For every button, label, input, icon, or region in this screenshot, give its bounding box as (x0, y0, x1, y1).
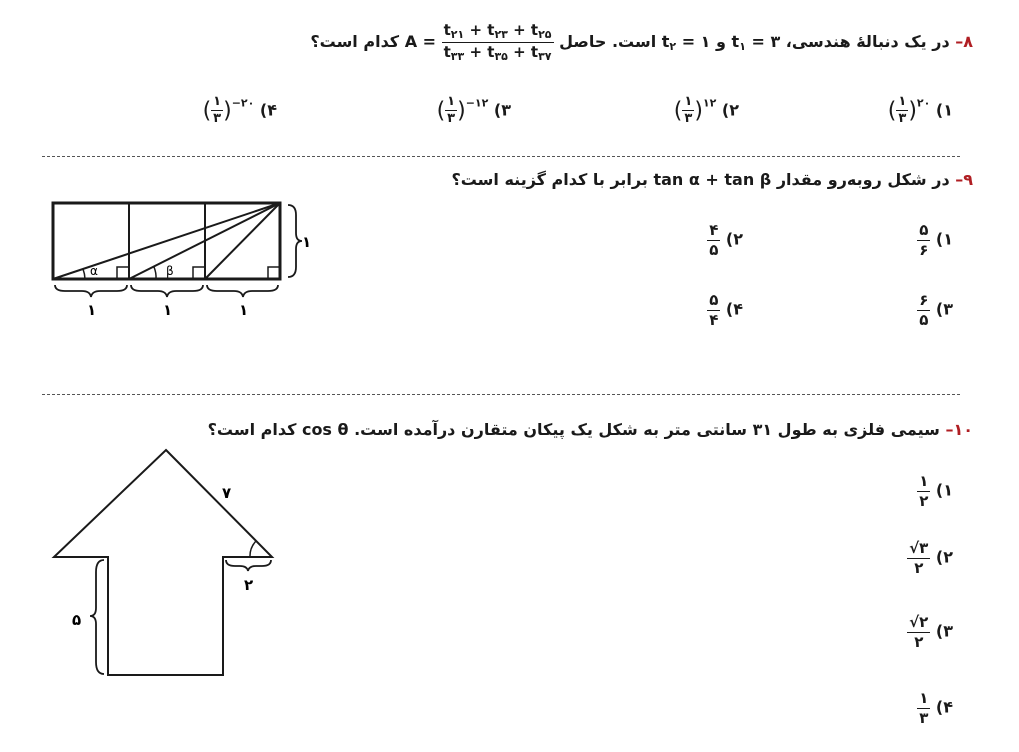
question-number: ۱۰– (945, 420, 973, 439)
option-3[interactable]: ۳) $\frac{۶}{۵}$ (919, 291, 953, 329)
right-angle-mark (193, 267, 205, 279)
arrow-shape (54, 450, 272, 675)
given-t1: $t_۱$ = ۳ (731, 32, 781, 54)
expression: tan α + tan β (653, 170, 772, 189)
segment-label: ۱ (239, 301, 249, 319)
option-2[interactable]: ۲) $\frac{√۳}{۲}$ (909, 539, 953, 577)
question-text: برابر با کدام گزینه است؟ (451, 170, 648, 189)
question-text: سیمی فلزی به طول ۳۱ سانتی متر به شکل یک پیکان متقارن درآمده است. (348, 420, 940, 439)
question-text: کدام است؟ (310, 32, 400, 52)
option-4[interactable]: ۴) $\frac{۱}{۳}$ (919, 689, 953, 727)
angle-arc-beta (154, 267, 156, 279)
side-label: ۱ (302, 233, 312, 251)
divider (42, 156, 960, 157)
beta-label: β (166, 264, 174, 278)
option-1[interactable]: ۱) ( $\frac{۱}{۳}$ )$^{۲۰}$ (887, 94, 953, 127)
right-angle-mark (117, 267, 129, 279)
question-9 (451, 170, 973, 189)
segment-label: ۱ (87, 301, 97, 319)
question-number: ۹– (955, 170, 973, 189)
option-2[interactable]: ۲) ( $\frac{۱}{۳}$ )$^{۱۲}$ (673, 94, 739, 127)
slant-label: ۷ (222, 484, 232, 502)
brace-height (90, 560, 104, 674)
brace-right (288, 205, 302, 277)
question-text: کدام است؟ (207, 420, 297, 439)
brace-bottom (55, 285, 127, 297)
divider (42, 394, 960, 395)
question-8 (273, 22, 973, 72)
arrow-figure (40, 440, 300, 685)
question-text: در شکل روبه‌رو مقدار (771, 170, 950, 189)
brace-ledge (226, 560, 271, 571)
option-1[interactable]: ۱) $\frac{۱}{۲}$ (919, 472, 953, 510)
alpha-label: α (90, 264, 98, 278)
ledge-label: ۲ (244, 576, 254, 594)
segment-label: ۱ (163, 301, 173, 319)
brace-bottom (131, 285, 203, 297)
option-4[interactable]: ۴) ( $\frac{۱}{۳}$ )$^{-۲۰}$ (202, 94, 277, 127)
right-angle-mark (268, 267, 280, 279)
brace-bottom (207, 285, 278, 297)
option-1[interactable]: ۱) $\frac{۵}{۶}$ (919, 221, 953, 259)
question-text: در یک دنبالهٔ هندسی، (780, 32, 950, 52)
option-3[interactable]: ۳) ( $\frac{۱}{۳}$ )$^{-۱۲}$ (436, 94, 511, 127)
rectangles-figure (40, 195, 310, 320)
expression: cos θ (301, 420, 349, 439)
question-number: ۸– (955, 32, 973, 52)
theta-arc (250, 541, 256, 557)
option-2[interactable]: ۲) $\frac{۴}{۵}$ (709, 221, 743, 259)
option-3[interactable]: ۳) $\frac{√۲}{۲}$ (909, 613, 953, 651)
question-10 (208, 420, 973, 439)
height-label: ۵ (72, 611, 82, 629)
option-4[interactable]: ۴) $\frac{۵}{۴}$ (709, 291, 743, 329)
question-text: است. حاصل (553, 32, 657, 52)
given-t2: $t_۲$ = ۱ (661, 32, 711, 54)
question-text-and: و (710, 32, 726, 52)
formula-a: A = $\frac{t_{۲۱} + t_{۲۳} + t_{۲۵}}{t_{۳۳} + t_{۳۵} + t_{۳۷}}$ (404, 21, 552, 64)
